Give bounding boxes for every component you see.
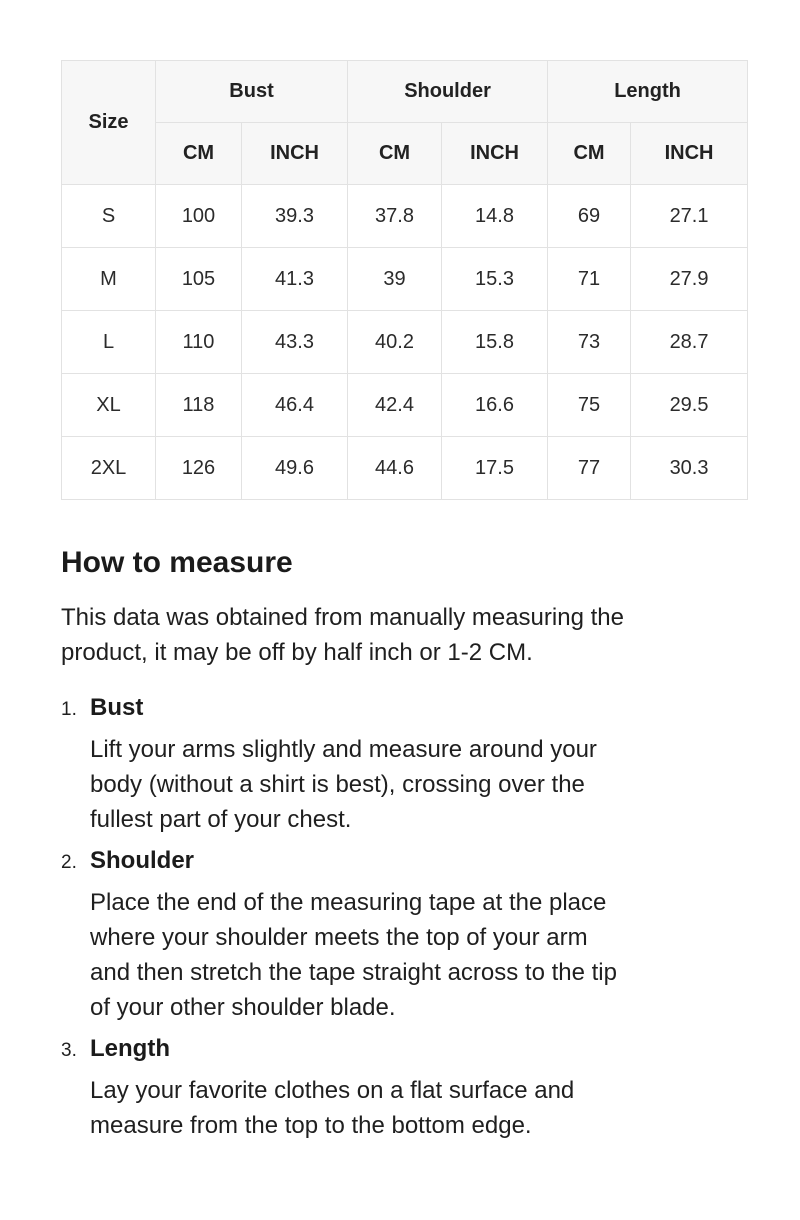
description-line: Place the end of the measuring tape at the place: [90, 889, 607, 916]
unit-header: CM: [348, 123, 442, 185]
size-cell: 2XL: [62, 437, 156, 500]
value-cell: 15.3: [442, 248, 548, 311]
measure-note-line: This data was obtained from manually measuring the: [61, 604, 624, 631]
value-cell: 42.4: [348, 374, 442, 437]
description-line: and then stretch the tape straight across to the tip: [90, 959, 617, 986]
step-description: [90, 885, 746, 1025]
step-shoulder: [61, 847, 746, 1025]
step-number: 1.: [61, 699, 77, 720]
size-corner-header: Size: [62, 61, 156, 185]
size-cell: S: [62, 185, 156, 248]
group-header-length: Length: [548, 61, 748, 123]
value-cell: 39.3: [242, 185, 348, 248]
value-cell: 30.3: [631, 437, 748, 500]
step-number: 3.: [61, 1040, 77, 1061]
value-cell: 41.3: [242, 248, 348, 311]
description-line: body (without a shirt is best), crossing over the: [90, 771, 585, 798]
step-header: [61, 847, 746, 875]
how-to-measure-title: How to measure: [61, 546, 293, 579]
table-group-header-row: [62, 61, 748, 123]
table-row: [62, 311, 748, 374]
description-line: of your other shoulder blade.: [90, 994, 396, 1021]
value-cell: 49.6: [242, 437, 348, 500]
value-cell: 69: [548, 185, 631, 248]
unit-header: INCH: [442, 123, 548, 185]
value-cell: 28.7: [631, 311, 748, 374]
value-cell: 14.8: [442, 185, 548, 248]
unit-header: CM: [156, 123, 242, 185]
table-row: [62, 437, 748, 500]
value-cell: 75: [548, 374, 631, 437]
value-cell: 77: [548, 437, 631, 500]
value-cell: 100: [156, 185, 242, 248]
step-description: [90, 732, 746, 837]
value-cell: 17.5: [442, 437, 548, 500]
description-line: fullest part of your chest.: [90, 806, 352, 833]
unit-header: INCH: [631, 123, 748, 185]
step-title: Shoulder: [90, 847, 195, 874]
value-cell: 39: [348, 248, 442, 311]
description-line: Lift your arms slightly and measure around your: [90, 736, 597, 763]
group-header-shoulder: Shoulder: [348, 61, 548, 123]
size-cell: XL: [62, 374, 156, 437]
size-cell: M: [62, 248, 156, 311]
value-cell: 27.9: [631, 248, 748, 311]
value-cell: 15.8: [442, 311, 548, 374]
step-title: Bust: [90, 694, 144, 721]
description-line: where your shoulder meets the top of your arm: [90, 924, 588, 951]
description-line: measure from the top to the bottom edge.: [90, 1112, 532, 1139]
value-cell: 44.6: [348, 437, 442, 500]
value-cell: 40.2: [348, 311, 442, 374]
unit-header: CM: [548, 123, 631, 185]
value-cell: 29.5: [631, 374, 748, 437]
value-cell: 118: [156, 374, 242, 437]
value-cell: 71: [548, 248, 631, 311]
description-line: Lay your favorite clothes on a flat surface and: [90, 1077, 575, 1104]
step-number: 2.: [61, 852, 77, 873]
value-cell: 110: [156, 311, 242, 374]
step-bust: [61, 694, 746, 837]
value-cell: 105: [156, 248, 242, 311]
table-row: [62, 248, 748, 311]
value-cell: 43.3: [242, 311, 348, 374]
unit-header: INCH: [242, 123, 348, 185]
step-title: Length: [90, 1035, 170, 1062]
table-row: [62, 185, 748, 248]
measure-note-line: product, it may be off by half inch or 1-2 CM.: [61, 639, 533, 666]
size-chart-table: [61, 60, 748, 500]
value-cell: 46.4: [242, 374, 348, 437]
group-header-bust: Bust: [156, 61, 348, 123]
step-header: [61, 1035, 746, 1063]
measure-steps-list: [61, 694, 746, 1143]
measure-note: [61, 600, 746, 670]
value-cell: 37.8: [348, 185, 442, 248]
value-cell: 126: [156, 437, 242, 500]
size-cell: L: [62, 311, 156, 374]
value-cell: 27.1: [631, 185, 748, 248]
step-length: [61, 1035, 746, 1143]
step-header: [61, 694, 746, 722]
value-cell: 16.6: [442, 374, 548, 437]
step-description: [90, 1073, 746, 1143]
table-unit-header-row: [62, 123, 748, 185]
value-cell: 73: [548, 311, 631, 374]
table-row: [62, 374, 748, 437]
